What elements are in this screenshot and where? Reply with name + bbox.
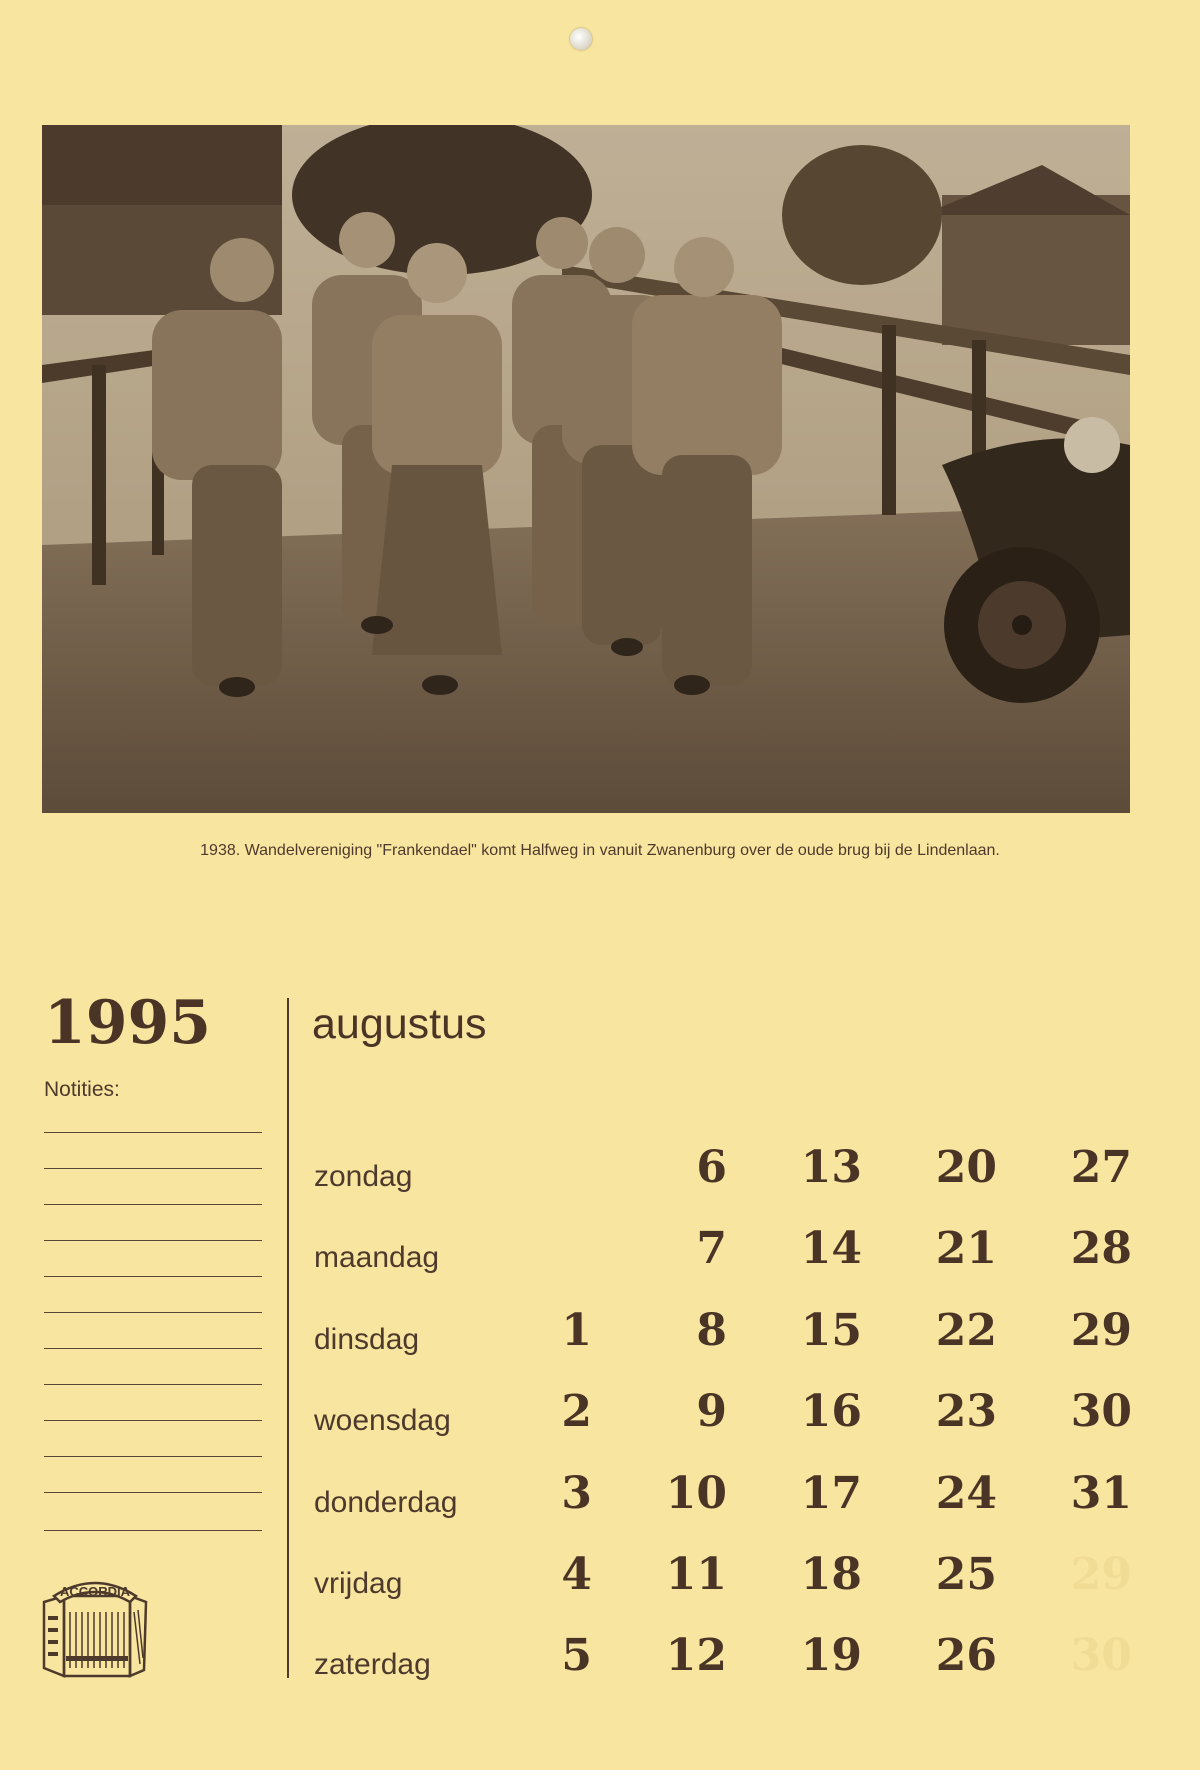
- date-cell: 3: [561, 1468, 592, 1519]
- date-cell: 28: [1070, 1223, 1132, 1274]
- month-title: augustus: [312, 1000, 487, 1048]
- day-name-sunday: zondag: [314, 1160, 413, 1193]
- date-cell: 11: [665, 1549, 727, 1600]
- note-line: [44, 1312, 262, 1313]
- date-cell: 1: [561, 1305, 592, 1356]
- date-cell: 5: [561, 1630, 592, 1681]
- day-name-monday: maandag: [314, 1241, 440, 1274]
- date-cell: 17: [800, 1468, 862, 1519]
- note-line: [44, 1276, 262, 1277]
- note-line: [44, 1492, 262, 1493]
- day-name-friday: vrijdag: [314, 1567, 403, 1600]
- date-cell: 27: [1070, 1142, 1132, 1193]
- date-cell: 22: [935, 1305, 997, 1356]
- date-cell: 26: [935, 1630, 997, 1681]
- note-line: [44, 1456, 262, 1457]
- date-cell: 31: [1070, 1468, 1132, 1519]
- date-cell: 16: [800, 1386, 862, 1437]
- day-name-saturday: zaterdag: [314, 1648, 431, 1681]
- date-cell: 30: [1070, 1386, 1132, 1437]
- date-cell: 21: [935, 1223, 997, 1274]
- day-name-wednesday: woensdag: [314, 1404, 451, 1437]
- logo-text: ACCORDIA: [59, 1584, 131, 1599]
- date-cell: 23: [935, 1386, 997, 1437]
- column-divider: [287, 998, 289, 1678]
- date-cell: 15: [800, 1305, 862, 1356]
- note-line: [44, 1348, 262, 1349]
- photo-caption: 1938. Wandelvereniging "Frankendael" komt Halfweg in vanuit Zwanenburg over de oude brug bij de Lindenlaan.: [200, 842, 1000, 859]
- notes-label: Notities:: [44, 1078, 120, 1101]
- note-line: [44, 1530, 262, 1531]
- date-cell: 4: [561, 1549, 592, 1600]
- date-cell: 20: [935, 1142, 997, 1193]
- date-cell: 13: [800, 1142, 862, 1193]
- historic-photo: [42, 125, 1130, 813]
- date-cell: 29: [1070, 1305, 1132, 1356]
- date-cell-faded: 29: [1070, 1549, 1132, 1600]
- date-cell: 19: [800, 1630, 862, 1681]
- accordion-logo-icon: [40, 1572, 150, 1682]
- calendar-year: 1995: [44, 988, 211, 1058]
- date-cell: 8: [696, 1305, 727, 1356]
- date-cell-faded: 30: [1070, 1630, 1132, 1681]
- note-line: [44, 1240, 262, 1241]
- date-cell: 6: [696, 1142, 727, 1193]
- date-cell: 9: [696, 1386, 727, 1437]
- date-cell: 25: [935, 1549, 997, 1600]
- day-name-thursday: donderdag: [314, 1486, 458, 1519]
- day-name-tuesday: dinsdag: [314, 1323, 420, 1356]
- note-line: [44, 1384, 262, 1385]
- date-cell: 2: [561, 1386, 592, 1437]
- note-line: [44, 1168, 262, 1169]
- note-line: [44, 1132, 262, 1133]
- date-cell: 24: [935, 1468, 997, 1519]
- hanging-hole: [570, 28, 592, 50]
- date-cell: 18: [800, 1549, 862, 1600]
- date-cell: 7: [696, 1223, 727, 1274]
- note-line: [44, 1204, 262, 1205]
- note-line: [44, 1420, 262, 1421]
- date-cell: 14: [800, 1223, 862, 1274]
- date-cell: 12: [665, 1630, 727, 1681]
- date-cell: 10: [665, 1468, 727, 1519]
